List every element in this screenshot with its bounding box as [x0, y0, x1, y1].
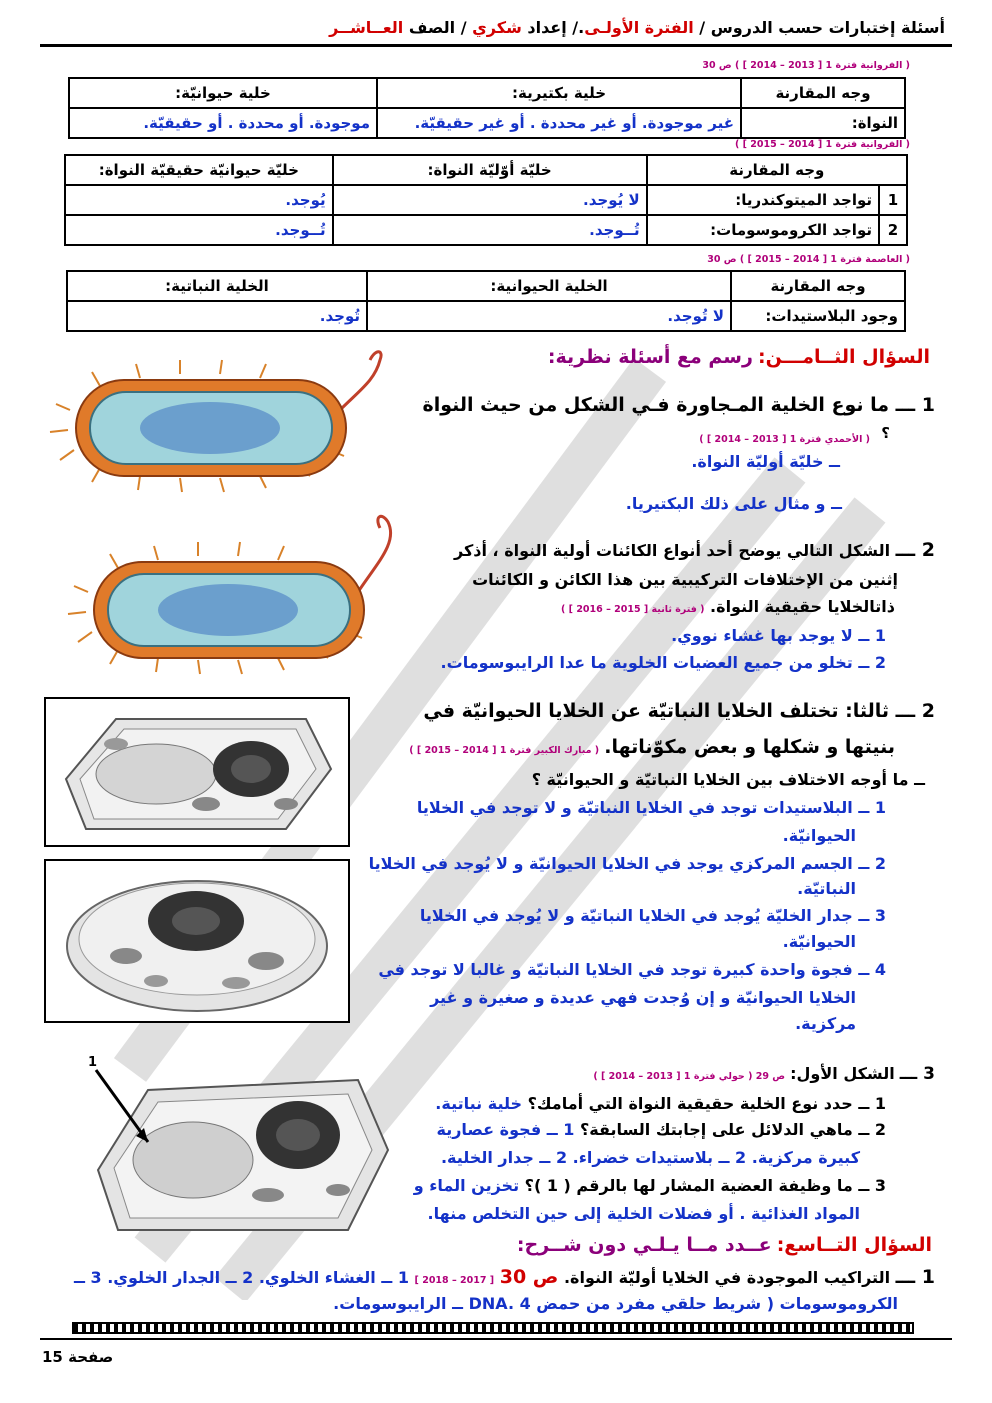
q9-page-ref: ص 30: [499, 1266, 559, 1288]
bacteria-image-2: [58, 512, 418, 682]
q8-item3-line1: [360, 700, 935, 722]
q8-item3-answer1-line1: 1 ــ البلاستيدات توجد في الخلايا النباتيّة و لا توجد في الخلايا: [416, 798, 886, 817]
q8-item2-answer2: 2 ــ تخلو من جميع العضيات الخلوية ما عدا الرايبوسومات.: [440, 653, 886, 672]
q9-text: التراكيب الموجودة في الخلايا أوليّة النواة.: [563, 1268, 891, 1287]
q8-item4-q1: 1 ــ حدد نوع الخلية حقيقية النواة التي أمامك؟: [527, 1094, 886, 1113]
table3-header-2: الخلية النباتية:: [67, 271, 367, 301]
q8-item3-answer3-line1: 3 ــ جدار الخليّة يُوجد في الخلايا النباتيّة و لا يُوجد في الخلايا: [419, 906, 886, 925]
q8-item3-answer2-line1: 2 ــ الجسم المركزي يوجد في الخلايا الحيوانيّة و لا يُوجد في الخلايا: [368, 854, 886, 873]
table3-cell-animal: لا تُوجد.: [367, 301, 731, 331]
table2-header-2: خليّة حيوانيّة حقيقيّة النواة:: [65, 155, 333, 185]
table3-header-0: وجه المقارنة: [731, 271, 905, 301]
q9-heading: [430, 1234, 932, 1256]
q8-item4-q3-line: [400, 1176, 886, 1195]
q8-item1-num: 1 ـــ: [895, 394, 935, 416]
q8-item3-text2: بنيتها و شكلها و بعض مكوّناتها.: [604, 736, 895, 758]
q8-item3-answer4-line2: الخلايا الحيوانيّة و إن وُجدت فهي عديدة و صغيرة و غير: [430, 988, 856, 1007]
header-grade: العــاشــر: [329, 18, 404, 37]
table1-cell-animal: موجودة. أو محددة . أو حقيقيّة.: [69, 108, 377, 138]
table1-row-label: النواة:: [741, 108, 905, 138]
q8-item3-source: ( مبارك الكبير فترة 1 [ 2014 – 2015 ] ): [409, 745, 600, 756]
table2-source: ( الفروانية فترة 1 [ 2014 – 2015 ] ): [734, 139, 910, 150]
q8-item4-q3: 3 ــ ما وظيفة العضية المشار لها بالرقم ( 1 )؟: [524, 1176, 886, 1195]
q8-item4-q2-line: [400, 1120, 886, 1139]
animal-cell-diagram: [46, 861, 348, 1021]
arrow-label-1: 1: [88, 1055, 98, 1070]
table1-cell-bacteria: غير موجودة. أو غير محددة . أو غير حقيقيّة.: [377, 108, 741, 138]
q8-item4-q1-line: [400, 1094, 886, 1113]
q9-title: السؤال التــاسع:: [776, 1234, 932, 1256]
q8-item3-answer1-line2: الحيوانيّة.: [782, 826, 856, 845]
table2-cell-eukaryote: تُــوجد.: [65, 215, 333, 245]
table2-header-0: وجه المقارنة: [647, 155, 907, 185]
q8-item4-a1: خلية نباتية.: [435, 1094, 528, 1113]
table3-source: ( العاصمة فترة 1 [ 2014 – 2015 ] ) ص 30: [707, 254, 910, 265]
table2-row-num: 1: [879, 185, 907, 215]
q9-subtitle: عــدد مــا يـلـي دون شــرح:: [516, 1234, 772, 1256]
q8-item3-question: ــ ما أوجه الاختلاف بين الخلايا النباتيّة و الحيوانيّة ؟: [531, 770, 925, 789]
q8-item4-label: الشكل الأول:: [790, 1064, 895, 1083]
q8-item3-num: 2 ـــ: [895, 700, 935, 722]
header-text-2: ./ إعداد: [521, 18, 585, 37]
q8-item1-text: ما نوع الخلية المـجاورة فـي الشكل من حيث النواة: [422, 394, 890, 416]
table2-cell-eukaryote: يُوجد.: [65, 185, 333, 215]
table3-comparison: [66, 270, 906, 332]
table2-row-label: تواجد الميتوكندريا:: [647, 185, 879, 215]
table2-cell-prokaryote: لا يُوجد.: [333, 185, 647, 215]
q8-item2-answer1: 1 ــ لا يوجد بها غشاء نووي.: [671, 626, 886, 645]
q8-subtitle: رسم مع أسئلة نظرية:: [547, 346, 753, 368]
plant-cell-labeled-diagram: [78, 1050, 398, 1240]
page-number: صفحة 15: [42, 1348, 114, 1366]
q8-item4-num: 3 ـــ: [899, 1064, 935, 1084]
q8-item3-answer3-line2: الحيوانيّة.: [782, 932, 856, 951]
q8-item4-a2b: كبيرة مركزية. 2 ــ بلاستيدات خضراء. 2 ــ جدار الخلية.: [440, 1148, 860, 1167]
q8-item4-line: [560, 1064, 935, 1084]
table2-comparison: [64, 154, 908, 246]
plant-cell-image-box: [44, 697, 350, 847]
q8-item3-answer4-line3: مركزية.: [795, 1014, 856, 1033]
q8-item1-source: ( الأحمدي فترة 1 [ 2013 – 2014 ] ): [699, 434, 870, 445]
q8-item2-num: 2 ـــ: [895, 539, 935, 561]
q8-item4-q2: 2 ــ ماهي الدلائل على إجابتك السابقة؟: [579, 1120, 886, 1139]
header-text-1: أسئلة إختبارات حسب الدروس /: [693, 18, 945, 37]
q8-item3-text1: ثالثا: تختلف الخلايا النباتيّة عن الخلايا الحيوانيّة في: [423, 700, 890, 722]
q8-item1-answer2: ــ و مثال على ذلك البكتيريا.: [625, 494, 842, 513]
q8-item1-line: [422, 394, 935, 416]
footer-divider: [40, 1338, 952, 1340]
q8-item4-a3a: تخزين الماء و: [413, 1176, 525, 1195]
table2-row-label: تواجد الكروموسومات:: [647, 215, 879, 245]
table1-comparison: [68, 77, 906, 139]
q8-item2-text1: الشكل التالي يوضح أحد أنواع الكائنات أولية النواة ، أذكر: [454, 541, 891, 560]
header-text-3: / الصف: [403, 18, 473, 37]
q8-item3-answer2-line2: النباتيّة.: [797, 879, 856, 898]
q9-line1: [40, 1266, 935, 1288]
q9-answer2: الكروموسومات ( شريط حلقي مفرد من حمض DNA. 4 ــ الرايبوسومات.: [333, 1294, 898, 1313]
q8-item3-answer4-line1: 4 ــ فجوة واحدة كبيرة توجد في الخلايا النباتيّة و غالبا لا توجد في: [378, 960, 886, 979]
bacteria-image-1: [40, 350, 400, 500]
footer-decorative-bar: [72, 1322, 914, 1334]
table1-source: ( الفروانية فترة 1 [ 2013 – 2014 ] ) ص 30: [702, 60, 910, 71]
animal-cell-image-box: [44, 859, 350, 1023]
q8-item1-qmark: ؟: [881, 424, 890, 442]
table3-row-label: وجود البلاستيدات:: [731, 301, 905, 331]
table2-cell-prokaryote: تُــوجد.: [333, 215, 647, 245]
q8-item3-line2: [360, 736, 895, 758]
q8-item4-a3b: المواد الغذائية . أو فضلات الخلية إلى حين التخلص منها.: [427, 1204, 860, 1223]
table1-header-1: خلية بكتيرية:: [377, 78, 741, 108]
plant-cell-diagram: [46, 699, 348, 845]
q9-answer1: 1 ــ الغشاء الخلوي. 2 ــ الجدار الخلوي. 3 ــ: [73, 1268, 409, 1287]
q8-item2-source: ( فترة ثانية [ 2015 – 2016 ] ): [561, 604, 705, 615]
q9-num: 1 ـــ: [895, 1266, 935, 1288]
header-divider: [40, 44, 952, 47]
header-period: الفترة الأولـى: [584, 18, 694, 37]
q8-item2-line1: [440, 539, 935, 561]
q8-item4-a2a: 1 ــ فجوة عصارية: [436, 1120, 580, 1139]
q8-item2-line3: [400, 597, 895, 616]
q8-item4-source: ص 29 ( حولي فترة 1 [ 2013 – 2014 ] ): [593, 1071, 786, 1082]
table3-cell-plant: تُوجد.: [67, 301, 367, 331]
q8-title: السؤال الثــامـــن:: [758, 346, 930, 368]
table3-header-1: الخلية الحيوانية:: [367, 271, 731, 301]
q8-item1-answer1: ــ خليّة أوليّة النواة.: [691, 452, 840, 471]
table1-header-0: وجه المقارنة: [741, 78, 905, 108]
q9-source: [ 2017 – 2018 ]: [414, 1275, 495, 1286]
header-author: شكري: [472, 18, 522, 37]
page-header: [40, 18, 945, 40]
q8-item2-text3: ذاتالخلايا حقيقية النواة.: [710, 597, 895, 616]
table2-header-1: خليّة أوّليّة النواة:: [333, 155, 647, 185]
table2-row-num: 2: [879, 215, 907, 245]
q8-heading: [420, 346, 930, 368]
q8-item2-line2: إثنين من الإختلافات التركيبية بين هذا الكائن و الكائنات: [472, 570, 898, 589]
table1-header-2: خلية حيوانيّة:: [69, 78, 377, 108]
